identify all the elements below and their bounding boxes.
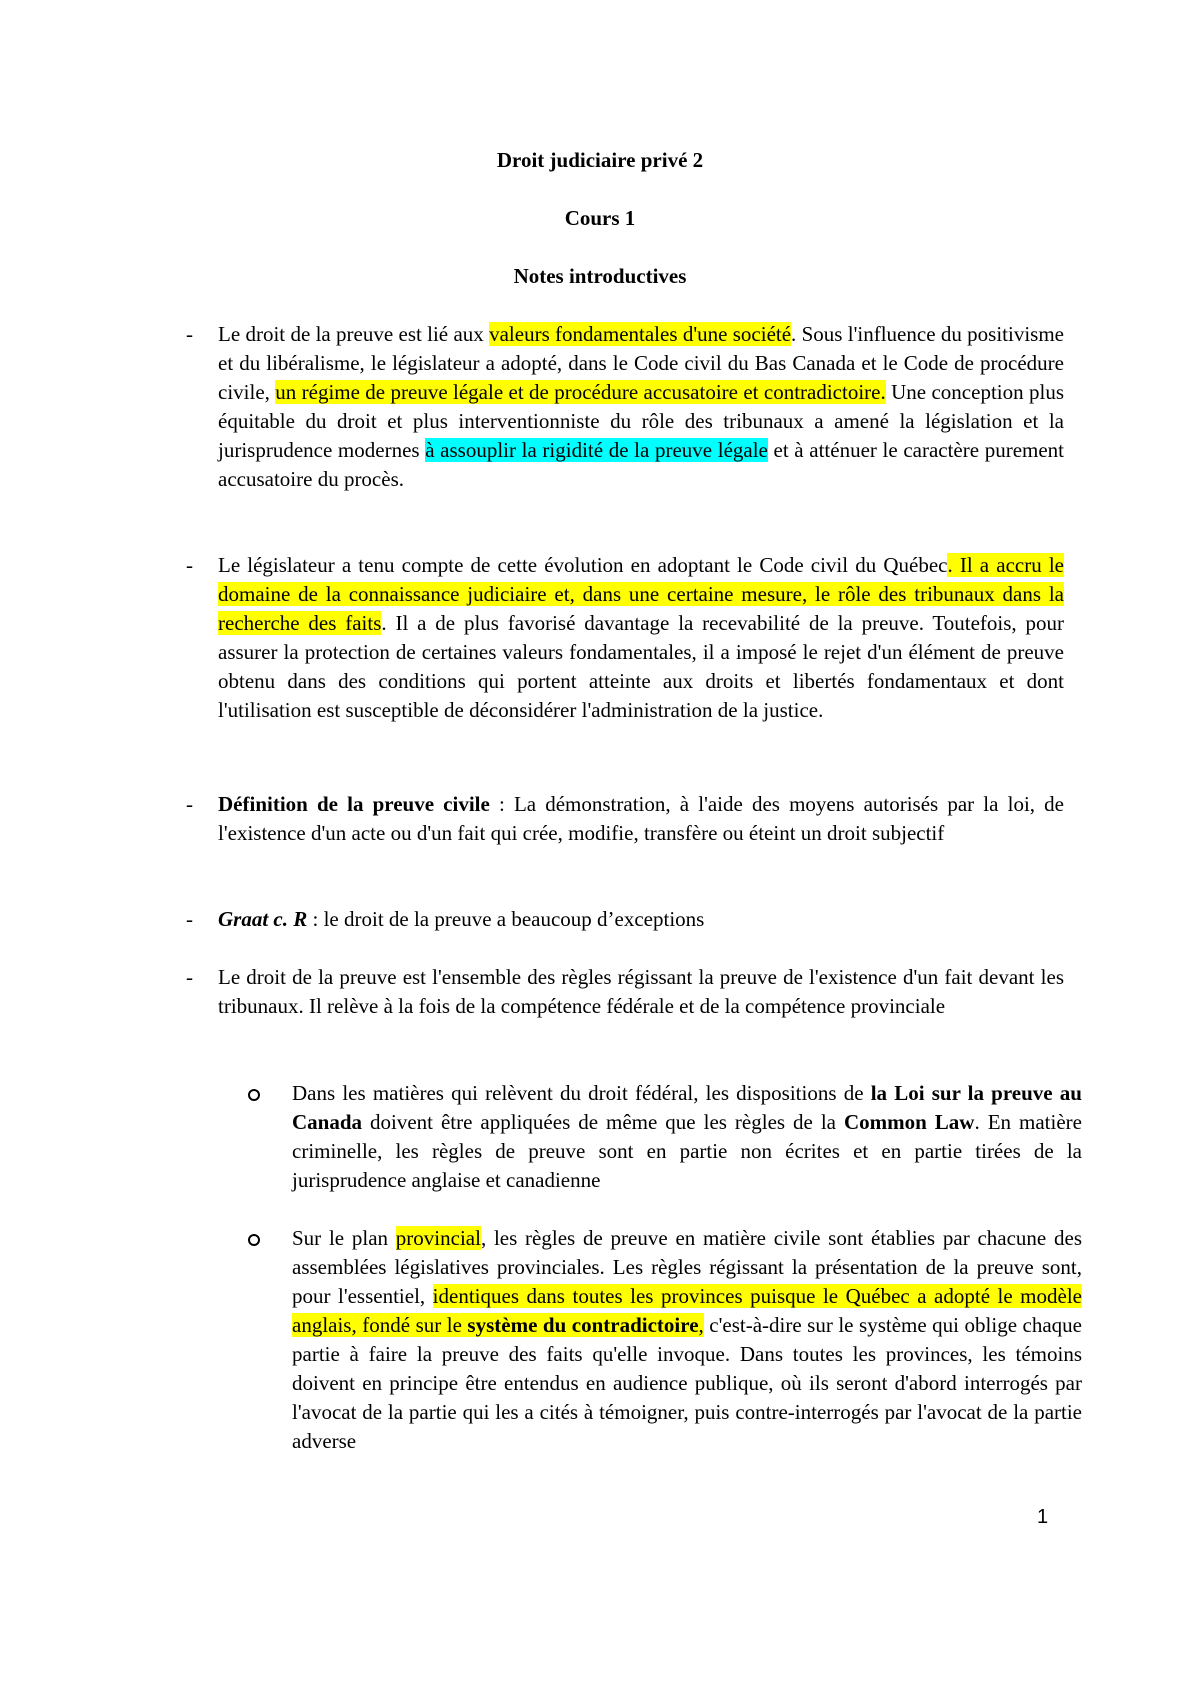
bullet-text-1 (218, 320, 1064, 494)
case-citation: Graat c. R (218, 907, 308, 931)
text-run: et à atténuer le caractère purement accusatoire du procès. (218, 438, 1064, 491)
dash-bullet-icon: - (186, 792, 193, 816)
highlight-yellow: identiques dans toutes les provinces puisque le Québec a adopté le modèle anglais, fondé sur le (292, 1284, 1082, 1337)
bold-term: la Loi sur la preuve au Canada (292, 1081, 1082, 1134)
bullet-text-2 (218, 551, 1064, 725)
text-run: . En matière criminelle, les règles de preuve sont en partie non écrites et en partie tirées de la jurisprudence anglaise et canadienne (292, 1110, 1082, 1192)
bullet-text-4 (218, 905, 1064, 934)
text-run: Une conception plus équitable du droit et plus interventionniste du rôle des tribunaux a amené la législation et la jurisprudence modernes (218, 380, 1064, 462)
text-run: : le droit de la preuve a beaucoup d’exceptions (307, 907, 705, 931)
highlight-cyan: à assouplir la rigidité de la preuve légale (425, 438, 768, 462)
dash-bullet-icon: - (186, 553, 193, 577)
definition-term: Définition de la preuve civile (218, 792, 490, 816)
highlight-yellow-bold: système du contradictoire (467, 1313, 699, 1337)
circle-bullet-icon (248, 1089, 260, 1101)
bullet-text-3 (218, 790, 1064, 848)
text-run: Sur le plan (292, 1226, 396, 1250)
text-run: . Il a de plus favorisé davantage la recevabilité de la preuve. Toutefois, pour assurer la protection de certaines valeurs fondamentales, il a imposé le rejet d'un élément de preuve obtenu dans des conditions qui portent atteinte aux droits et libertés fondamentaux et dont l'utilisation est susceptible de déconsidérer l'administration de la justice. (218, 611, 1064, 722)
section-title: Notes introductives (513, 264, 687, 288)
course-number: Cours 1 (564, 206, 636, 230)
subbullet-text-1 (292, 1079, 1082, 1195)
text-run: c'est-à-dire sur le système qui oblige chaque partie à faire la preuve des faits qu'elle invoque. Dans toutes les provinces, les témoins doivent en principe être entendus en audience publique, où ils seront d'abord interrogés par l'avocat de la partie qui les a cités à témoigner, puis contre-interrogés par l'avocat de la partie adverse (292, 1313, 1082, 1453)
highlight-yellow: valeurs fondamentales d'une société (489, 322, 792, 346)
dash-bullet-icon: - (186, 965, 193, 989)
text-run: , les règles de preuve en matière civile sont établies par chacune des assemblées législatives provinciales. Les règles régissant la présentation de la preuve sont, pour l'essentiel, (292, 1226, 1082, 1308)
subbullet-text-2 (292, 1224, 1082, 1456)
highlight-yellow: provincial (395, 1226, 481, 1250)
dash-bullet-icon: - (186, 907, 193, 931)
circle-bullet-icon (248, 1234, 260, 1246)
dash-bullet-icon: - (186, 322, 193, 346)
bold-term: Common Law (843, 1110, 975, 1134)
bullet-text-5 (218, 963, 1064, 1021)
text-run: . Sous l'influence du positivisme et du libéralisme, le législateur a adopté, dans le Code civil du Bas Canada et le Code de procédure civile, (218, 322, 1064, 404)
text-run: Dans les matières qui relèvent du droit fédéral, les dispositions de (292, 1081, 871, 1105)
text-run: Le législateur a tenu compte de cette évolution en adoptant le Code civil du Québec (218, 553, 948, 577)
highlight-yellow: , (698, 1313, 704, 1337)
highlight-yellow: un régime de preuve légale et de procédure accusatoire et contradictoire. (275, 380, 886, 404)
text-run: Le droit de la preuve est lié aux (218, 322, 490, 346)
page-number: 1 (1037, 1506, 1049, 1528)
highlight-yellow: . Il a accru le domaine de la connaissance judiciaire et, dans une certaine mesure, le rôle des tribunaux dans la recherche des faits (218, 553, 1064, 635)
text-run: : La démonstration, à l'aide des moyens autorisés par la loi, de l'existence d'un acte ou d'un fait qui crée, modifie, transfère ou éteint un droit subjectif (218, 792, 1064, 845)
text-run: doivent être appliquées de même que les règles de la (362, 1110, 844, 1134)
document-title: Droit judiciaire privé 2 (496, 148, 704, 172)
text-run: Le droit de la preuve est l'ensemble des règles régissant la preuve de l'existence d'un fait devant les tribunaux. Il relève à la fois de la compétence fédérale et de la compétence provinciale (218, 965, 1064, 1018)
